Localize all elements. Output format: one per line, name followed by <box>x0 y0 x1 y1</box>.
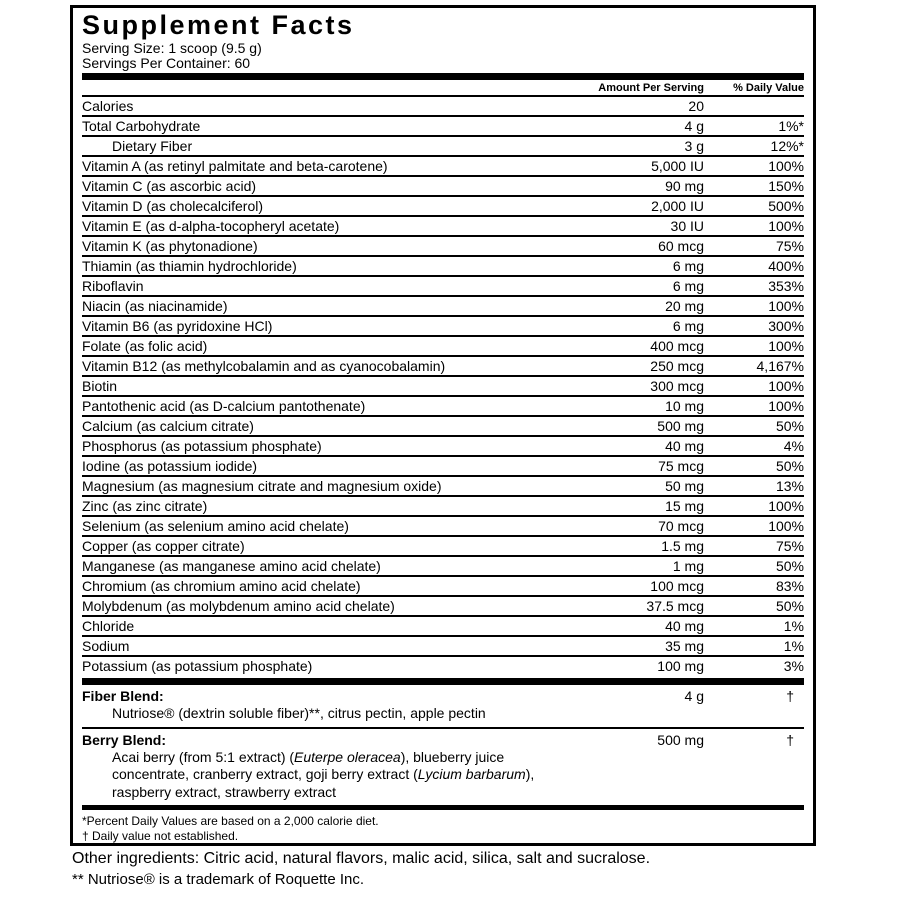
nutrient-name: Potassium (as potassium phosphate) <box>82 658 313 674</box>
nutrient-name: Dietary Fiber <box>112 138 193 154</box>
blend-header <box>82 732 804 749</box>
nutrient-amount: 250 mcg <box>650 358 704 374</box>
nutrient-amount: 10 mg <box>665 398 704 414</box>
blend-daily-value: † <box>786 731 794 748</box>
nutrient-row <box>82 257 804 277</box>
blend-header <box>82 688 804 705</box>
nutrient-daily-value: 3% <box>783 658 804 674</box>
blend-name: Berry Blend: <box>82 731 167 748</box>
blend-ingredient-latin-name: Lycium barbarum <box>417 766 526 782</box>
nutrient-name: Pantothenic acid (as D-calcium pantothenate) <box>82 398 366 414</box>
daily-value-column-header: % Daily Value <box>733 82 804 94</box>
nutrient-amount: 30 IU <box>670 218 704 234</box>
blend-section <box>82 729 804 806</box>
trademark-note: ** Nutriose® is a trademark of Roquette Inc. <box>72 871 365 888</box>
nutrient-amount: 20 mg <box>665 298 704 314</box>
blend-ingredient-text: Acai berry (from 5:1 extract) ( <box>112 748 295 765</box>
nutrient-amount: 1 mg <box>672 558 704 574</box>
nutrient-row <box>82 197 804 217</box>
nutrient-name: Magnesium (as magnesium citrate and magnesium oxide) <box>82 478 442 494</box>
nutrient-amount: 60 mcg <box>658 238 704 254</box>
nutrient-row <box>82 557 804 577</box>
nutrient-row <box>82 297 804 317</box>
supplement-facts-panel <box>70 5 816 846</box>
nutrient-amount: 4 g <box>684 118 704 134</box>
amount-column-header: Amount Per Serving <box>598 82 704 94</box>
nutrient-amount: 6 mg <box>672 278 704 294</box>
nutrient-daily-value: 100% <box>768 158 804 174</box>
nutrient-daily-value: 4,167% <box>756 358 804 374</box>
divider-thick-top <box>82 73 804 80</box>
nutrient-amount: 6 mg <box>672 258 704 274</box>
blend-ingredient-text: Nutriose® (dextrin soluble fiber)**, citrus pectin, apple pectin <box>112 705 486 721</box>
nutrient-name: Vitamin E (as d-alpha-tocopheryl acetate) <box>82 218 340 234</box>
nutrient-row <box>82 217 804 237</box>
blend-ingredients <box>82 749 582 802</box>
nutrient-daily-value: 1%* <box>778 118 804 134</box>
nutrient-row <box>82 117 804 137</box>
nutrient-row <box>82 457 804 477</box>
column-headers <box>82 80 804 97</box>
nutrient-row <box>82 317 804 337</box>
blend-sections <box>82 685 804 805</box>
nutrient-row <box>82 497 804 517</box>
panel-title: Supplement Facts <box>82 10 355 40</box>
nutrient-daily-value: 50% <box>775 598 804 614</box>
nutrient-daily-value: 83% <box>775 578 804 594</box>
blend-ingredient-latin-name: Euterpe oleracea <box>294 748 401 765</box>
nutrient-amount: 50 mg <box>665 478 704 494</box>
nutrient-row <box>82 337 804 357</box>
nutrient-daily-value: 4% <box>783 438 804 454</box>
nutrient-daily-value: 50% <box>775 558 804 574</box>
footnote-dagger: † Daily value not established. <box>82 829 239 843</box>
blend-ingredient-text: ), raspberry extract, strawberry extract <box>112 766 535 800</box>
footnotes <box>82 810 804 844</box>
footnote-daily-values: *Percent Daily Values are based on a 2,000 calorie diet. <box>82 814 379 828</box>
nutrient-name: Biotin <box>82 378 118 394</box>
nutrient-amount: 40 mg <box>665 438 704 454</box>
nutrient-row <box>82 537 804 557</box>
nutrient-row <box>82 417 804 437</box>
blend-amount: 500 mg <box>657 731 704 748</box>
nutrient-row <box>82 97 804 117</box>
nutrient-name: Vitamin B12 (as methylcobalamin and as cyanocobalamin) <box>82 358 446 374</box>
nutrient-daily-value: 150% <box>768 178 804 194</box>
nutrient-row <box>82 397 804 417</box>
nutrient-daily-value: 300% <box>768 318 804 334</box>
nutrient-amount: 5,000 IU <box>651 158 704 174</box>
nutrient-amount: 100 mg <box>657 658 704 674</box>
nutrient-row <box>82 617 804 637</box>
nutrient-amount: 6 mg <box>672 318 704 334</box>
nutrient-amount: 90 mg <box>665 178 704 194</box>
nutrient-row <box>82 477 804 497</box>
nutrient-daily-value: 75% <box>775 238 804 254</box>
nutrient-daily-value: 13% <box>775 478 804 494</box>
nutrient-row <box>82 277 804 297</box>
nutrient-name: Total Carbohydrate <box>82 118 201 134</box>
nutrient-amount: 300 mcg <box>650 378 704 394</box>
nutrient-daily-value: 400% <box>768 258 804 274</box>
other-ingredients: Other ingredients: Citric acid, natural flavors, malic acid, silica, salt and sucralose. <box>72 850 651 867</box>
nutrient-name: Phosphorus (as potassium phosphate) <box>82 438 322 454</box>
nutrient-row <box>82 357 804 377</box>
nutrient-daily-value: 100% <box>768 338 804 354</box>
nutrient-name: Zinc (as zinc citrate) <box>82 498 208 514</box>
nutrient-row <box>82 157 804 177</box>
nutrient-daily-value: 50% <box>775 418 804 434</box>
nutrient-name: Calcium (as calcium citrate) <box>82 418 254 434</box>
nutrient-row <box>82 137 804 157</box>
nutrient-row <box>82 237 804 257</box>
blend-name: Fiber Blend: <box>82 688 164 704</box>
nutrient-row <box>82 377 804 397</box>
nutrient-amount: 35 mg <box>665 638 704 654</box>
nutrient-amount: 15 mg <box>665 498 704 514</box>
nutrient-name: Molybdenum (as molybdenum amino acid chelate) <box>82 598 395 614</box>
nutrient-amount: 3 g <box>684 138 704 154</box>
nutrient-amount: 70 mcg <box>658 518 704 534</box>
nutrient-rows <box>82 97 804 675</box>
nutrient-daily-value: 1% <box>783 618 804 634</box>
nutrient-amount: 40 mg <box>665 618 704 634</box>
nutrient-row <box>82 597 804 617</box>
nutrient-daily-value: 75% <box>775 538 804 554</box>
nutrient-daily-value: 100% <box>768 218 804 234</box>
nutrient-name: Niacin (as niacinamide) <box>82 298 228 314</box>
below-panel-text <box>72 849 818 889</box>
nutrient-name: Vitamin C (as ascorbic acid) <box>82 178 257 194</box>
blend-ingredient-text: ), blueberry juice concentrate, cranberry extract, goji berry extract ( <box>112 748 505 782</box>
nutrient-row <box>82 177 804 197</box>
nutrient-name: Vitamin A (as retinyl palmitate and beta-carotene) <box>82 158 388 174</box>
nutrient-name: Vitamin B6 (as pyridoxine HCl) <box>82 318 273 334</box>
nutrient-name: Copper (as copper citrate) <box>82 538 245 554</box>
nutrient-row <box>82 637 804 657</box>
nutrient-name: Iodine (as potassium iodide) <box>82 458 258 474</box>
nutrient-row <box>82 437 804 457</box>
nutrient-name: Manganese (as manganese amino acid chelate) <box>82 558 381 574</box>
nutrient-name: Sodium <box>82 638 130 654</box>
blend-section <box>82 685 804 729</box>
nutrient-name: Vitamin K (as phytonadione) <box>82 238 258 254</box>
nutrient-daily-value: 12%* <box>770 138 804 154</box>
nutrient-row <box>82 577 804 597</box>
nutrient-daily-value: 500% <box>768 198 804 214</box>
nutrient-name: Vitamin D (as cholecalciferol) <box>82 198 264 214</box>
nutrient-daily-value: 100% <box>768 298 804 314</box>
nutrient-daily-value: 50% <box>775 458 804 474</box>
nutrient-name: Chromium (as chromium amino acid chelate) <box>82 578 361 594</box>
nutrient-daily-value: 100% <box>768 518 804 534</box>
nutrient-amount: 500 mg <box>657 418 704 434</box>
nutrient-amount: 1.5 mg <box>661 538 704 554</box>
nutrient-name: Calories <box>82 98 134 114</box>
nutrient-amount: 75 mcg <box>658 458 704 474</box>
servings-per-container: Servings Per Container: 60 <box>82 55 251 71</box>
nutrient-name: Chloride <box>82 618 135 634</box>
nutrient-name: Riboflavin <box>82 278 144 294</box>
blend-amount: 4 g <box>684 688 704 704</box>
nutrient-daily-value: 1% <box>783 638 804 654</box>
serving-size: Serving Size: 1 scoop (9.5 g) <box>82 40 262 56</box>
nutrient-daily-value: 100% <box>768 378 804 394</box>
nutrient-row <box>82 657 804 675</box>
nutrient-amount: 2,000 IU <box>651 198 704 214</box>
nutrient-amount: 400 mcg <box>650 338 704 354</box>
nutrient-daily-value: 100% <box>768 498 804 514</box>
nutrient-daily-value: 100% <box>768 398 804 414</box>
nutrient-name: Thiamin (as thiamin hydrochloride) <box>82 258 297 274</box>
nutrient-amount: 100 mcg <box>650 578 704 594</box>
nutrient-row <box>82 517 804 537</box>
divider-thick-blends <box>82 678 804 685</box>
nutrient-name: Selenium (as selenium amino acid chelate) <box>82 518 349 534</box>
nutrient-name: Folate (as folic acid) <box>82 338 208 354</box>
nutrient-daily-value: 353% <box>768 278 804 294</box>
nutrient-amount: 20 <box>688 98 704 114</box>
blend-ingredients <box>82 705 582 723</box>
blend-daily-value: † <box>786 688 794 704</box>
nutrient-amount: 37.5 mcg <box>646 598 704 614</box>
